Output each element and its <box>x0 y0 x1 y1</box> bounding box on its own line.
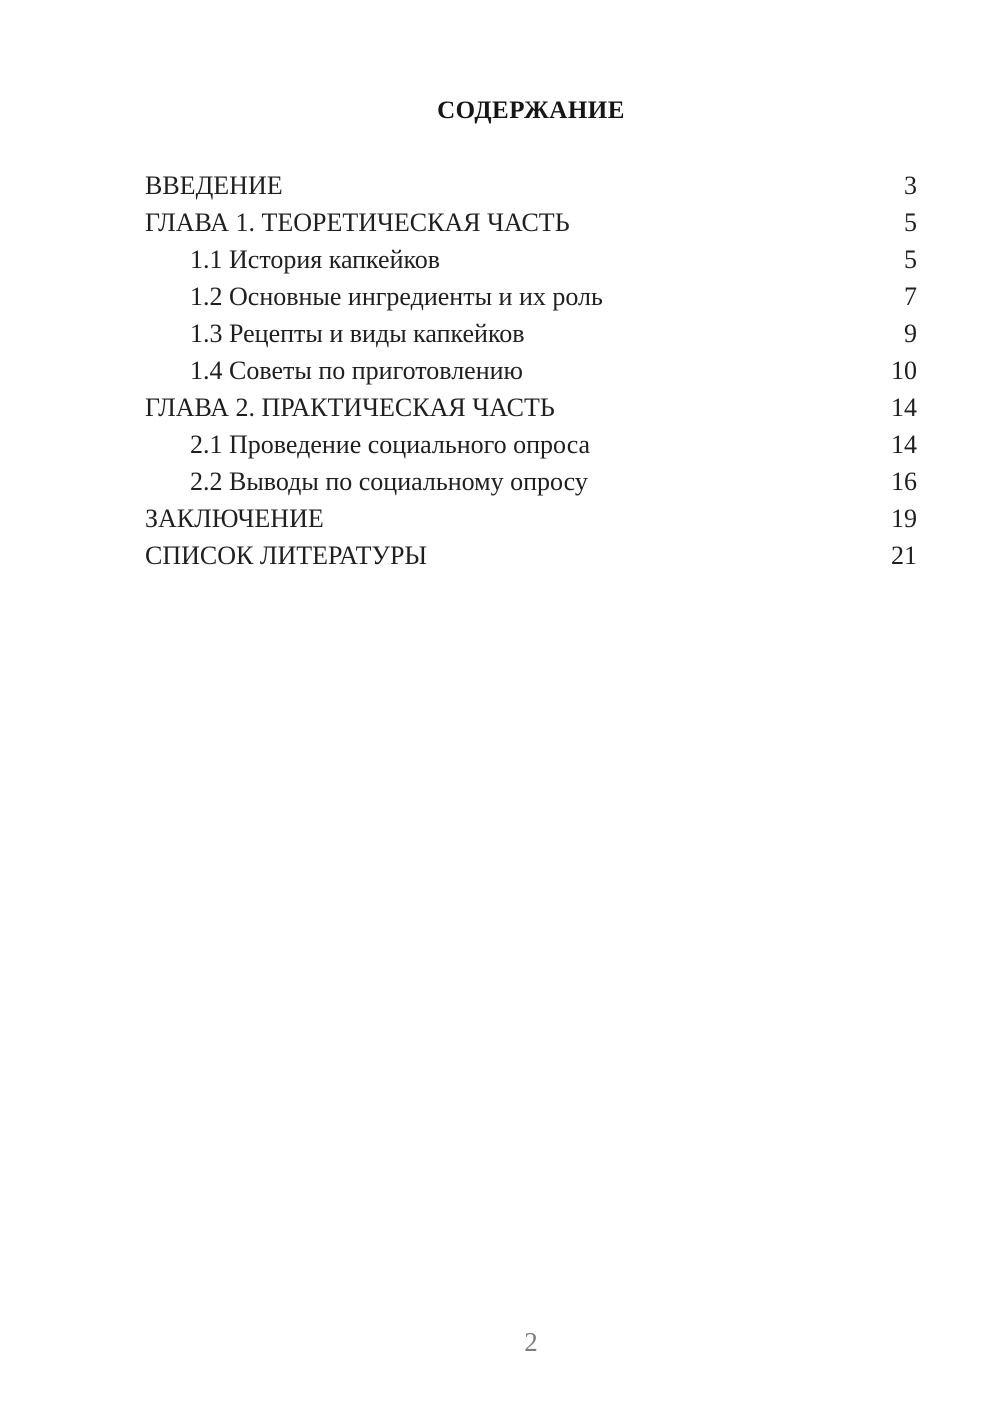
toc-entry-label: 2.2 Выводы по социальному опросу <box>190 467 588 496</box>
toc-entry-page-number: 16 <box>891 467 917 496</box>
toc-entry <box>145 167 917 204</box>
toc-entry-page-number: 9 <box>904 319 917 348</box>
toc-entry <box>145 204 917 241</box>
toc-entry <box>145 241 917 278</box>
toc-entry-page-number: 19 <box>891 504 917 533</box>
toc-entry-label: 1.1 История капкейков <box>190 245 441 274</box>
toc-entry-page-number: 7 <box>904 282 917 311</box>
toc-entry-label: ВВЕДЕНИЕ <box>145 171 283 200</box>
toc-entry-label: ГЛАВА 1. ТЕОРЕТИЧЕСКАЯ ЧАСТЬ <box>145 208 570 237</box>
toc-entry <box>145 389 917 426</box>
toc-entry-label: ЗАКЛЮЧЕНИЕ <box>145 504 324 533</box>
toc-entry-page-number: 14 <box>891 430 917 459</box>
toc-entry-page-number: 14 <box>891 393 917 422</box>
toc-entry <box>145 463 917 500</box>
toc-entry-page-number: 10 <box>891 356 917 385</box>
toc-entry <box>145 537 917 574</box>
toc-entry-label: 1.2 Основные ингредиенты и их роль <box>190 282 603 311</box>
footer-page-number: 2 <box>524 1327 538 1357</box>
page-content <box>145 92 917 574</box>
toc-entry <box>145 278 917 315</box>
toc-entry-label: СПИСОК ЛИТЕРАТУРЫ <box>145 541 428 570</box>
toc-entry-page-number: 5 <box>904 208 917 237</box>
toc-entry-label: 1.3 Рецепты и виды капкейков <box>190 319 525 348</box>
toc-entry-page-number: 5 <box>904 245 917 274</box>
toc-entry <box>145 352 917 389</box>
toc-entry <box>145 315 917 352</box>
toc-entry-page-number: 21 <box>891 541 917 570</box>
toc-entry <box>145 426 917 463</box>
table-of-contents <box>145 167 917 574</box>
page-title: СОДЕРЖАНИЕ <box>437 97 625 124</box>
toc-entry-label: 2.1 Проведение социального опроса <box>190 430 591 459</box>
toc-entry-label: ГЛАВА 2. ПРАКТИЧЕСКАЯ ЧАСТЬ <box>145 393 555 422</box>
toc-entry-label: 1.4 Советы по приготовлению <box>190 356 523 385</box>
toc-entry <box>145 500 917 537</box>
toc-entry-page-number: 3 <box>904 171 917 200</box>
